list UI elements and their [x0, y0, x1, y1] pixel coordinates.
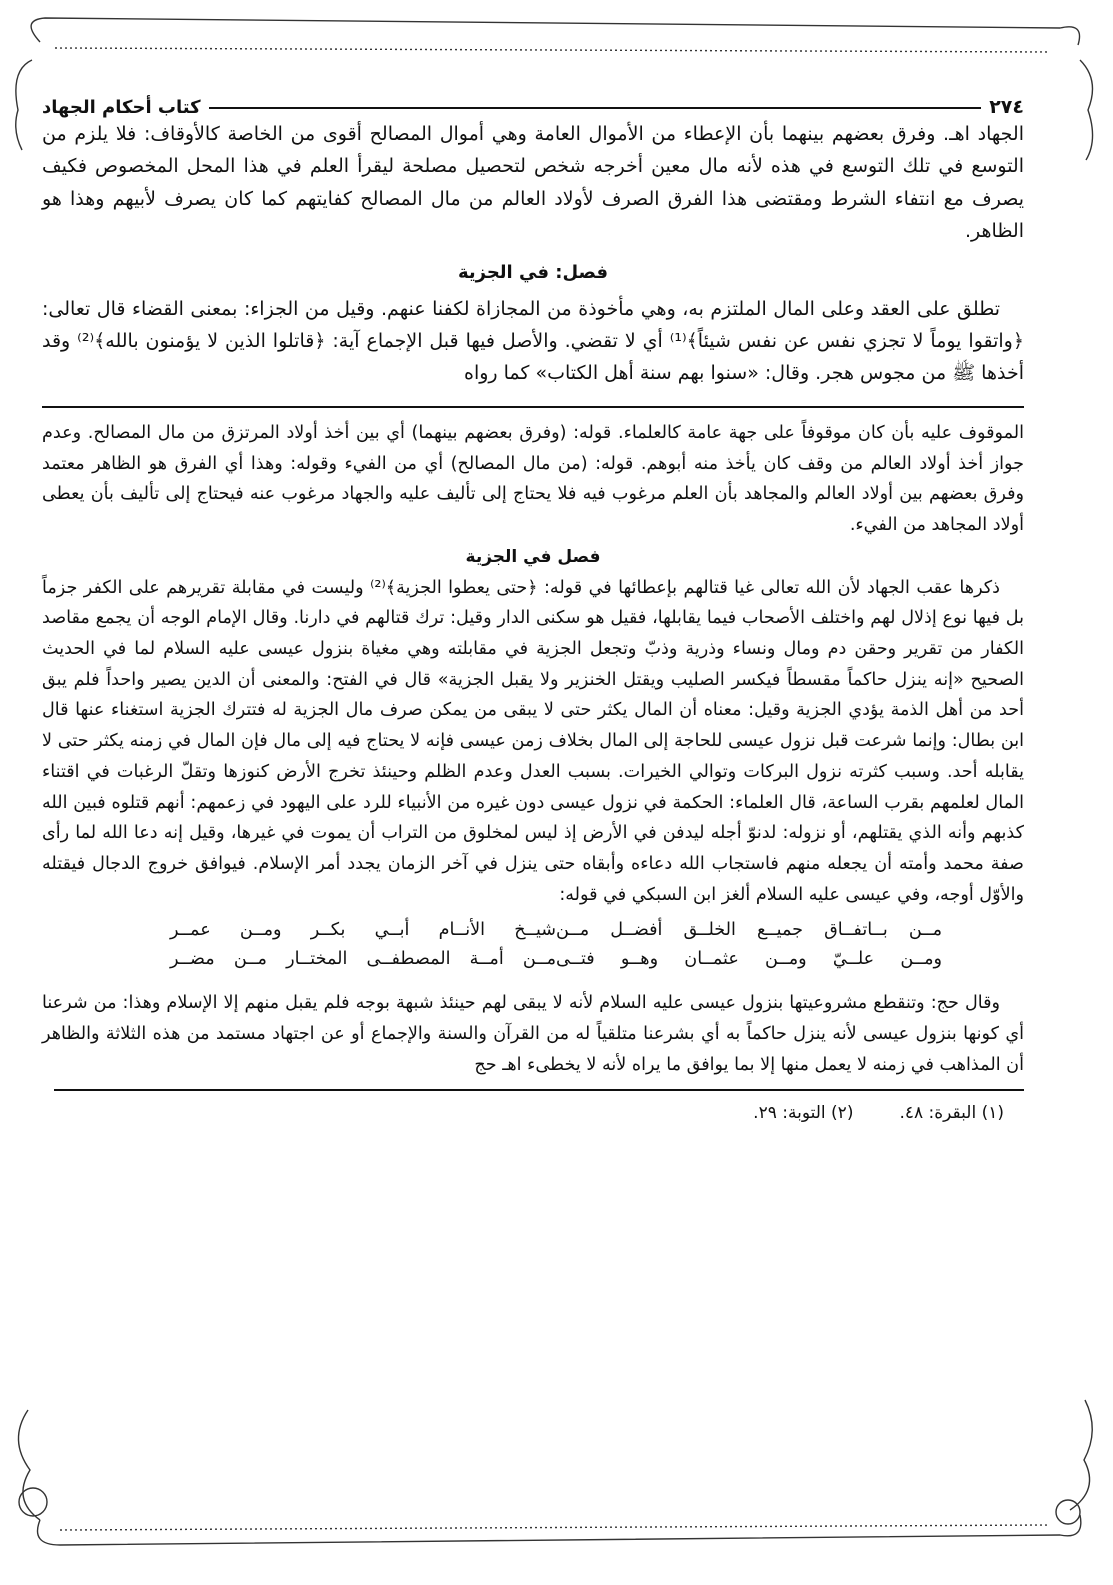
- main-text: [42, 118, 1024, 390]
- hemistich-right: ومــن علــيّ ومــن عثمــان وهــو فتــى: [556, 949, 942, 970]
- footnotes: [42, 1103, 1024, 1123]
- main-paragraph-2: تطلق على العقد وعلى المال الملتزم به، وهي مأخوذة من المجازاة لكفنا عنهم. وقيل من الجزاء: بمعنى القضاء قال تعالى: ﴿واتقوا يوماً لا تجزي نفس عن نفس شيئاً﴾⁽¹⁾ أي لا تقضي. والأصل فيها قبل الإجماع آية: ﴿قاتلوا الذين لا يؤمنون بالله﴾⁽²⁾ وقد أخذها ﷺ من مجوس هجر. وقال: «سنوا بهم سنة أهل الكتاب» كما رواه: [42, 297, 1024, 385]
- hemistich-left: مــن أمــة المصطفــى المختــار مــن مضــر: [170, 949, 556, 970]
- footnote-rule: [54, 1089, 1024, 1091]
- page-header: [42, 88, 1024, 118]
- hemistich-right: مــن بــاتفــاق جميــع الخلــق أفضــل مــن: [556, 920, 942, 941]
- footnote-2: (٢) التوبة: ٢٩.: [753, 1102, 854, 1123]
- page-content: [42, 88, 1024, 1123]
- poem-verse: [42, 945, 1024, 974]
- main-heading: فصل: في الجزية: [457, 261, 609, 283]
- page-number: ٢٧٤: [989, 96, 1024, 118]
- commentary-heading: فصل في الجزية: [465, 546, 601, 567]
- commentary-paragraph-1: الموقوف عليه بأن كان موقوفاً على جهة عامة كالعلماء. قوله: (وفرق بعضهم بينهما) أي بين أخذ أولاد المرتزق من مال المصالح. وعدم جواز أخذ أولاد العالم من وقف كان يأخذ منه أبوهم. قوله: (من مال المصالح) أي من الفيء وقوله: وهذا أي الفرق هو الظاهر معتمد وفرق بعضهم بين أولاد العالم والمجاهد بأن العلم مرغوب فيه فلا يحتاج إلى تأليف عليه والجهاد مرغوب عنه فيحتاج إلى تأليف بأن يعطى أولاد المجاهد من الفيء.: [42, 422, 1024, 535]
- header-rule: [209, 107, 982, 109]
- hemistich-left: شيــخ الأنــام أبــي بكــر ومــن عمــر: [170, 920, 556, 941]
- commentary-paragraph-3: وقال حج: وتنقطع مشروعيتها بنزول عيسى عليه السلام لأنه لا يبقى لهم حينئذ شبهة بوجه فلم يقبل منهم إلا الإسلام وهذا: من شرعنا أي كونها بنزول عيسى لأنه ينزل حاكماً به أي بشرعنا متلقياً له من القرآن والسنة والإجماع أو عن اجتهاد مستمد من هذه الثلاثة والظاهر أن المذاهب في زمنه لا يعمل منها إلا بما يوافق ما يراه لأنه لا يخطىء اهـ حج: [42, 993, 1024, 1075]
- book-title: كتاب أحكام الجهاد: [42, 97, 201, 118]
- footnote-1: (١) البقرة: ٤٨.: [899, 1102, 1004, 1123]
- text-divider: [42, 406, 1024, 408]
- poem: [42, 916, 1024, 974]
- poem-verse: [42, 916, 1024, 945]
- commentary-paragraph-2: ذكرها عقب الجهاد لأن الله تعالى غيا قتالهم بإعطائها في قوله: ﴿حتى يعطوا الجزية﴾⁽²⁾ وليست في مقابلة تقريرهم على الكفر جزماً بل فيها نوع إذلال لهم واختلف الأصحاب فيما يقابلها، فقيل هو سكنى الدار وقيل: ترك قتالهم في دارنا. وقال الإمام الوجه أن يجمع مقاصد الكفار من تقرير وحقن دم ومال ونساء وذرية وذبّ وتجعل الجزية في مقابلته وهي مغياة بنزول عيسى عليه السلام لما في الحديث الصحيح «إنه ينزل حاكماً مقسطاً فيكسر الصليب ويقتل الخنزير ولا يقبل الجزية» قال في الفتح: والمعنى أن الدين يصير واحداً فلم يبق أحد من أهل الذمة يؤدي الجزية وقيل: معناه أن المال يكثر حتى لا يبقى من يمكن صرف مال الجزية له فتترك الجزية استغناء عنها قال ابن بطال: وإنما شرعت قبل نزول عيسى للحاجة إلى المال بخلاف زمن عيسى فإنه لا يحتاج فيه إلى مال فإن المال في زمنه يكثر حتى لا يقابله أحد. وسبب كثرته نزول البركات وتوالي الخيرات. بسبب العدل وعدم الظلم وحينئذ تخرج الأرض كنوزها وتقلّ الرغبات في اقتناء المال لعلمهم بقرب الساعة، قال العلماء: الحكمة في نزول عيسى دون غيره من الأنبياء للرد على اليهود في زعمهم: أنهم قتلوه فبين الله كذبهم وأنه الذي يقتلهم، أو نزوله: لدنوّ أجله ليدفن في الأرض إذ ليس لمخلوق من التراب أن يموت في غيرها، وقيل إنه دعا الله لما رأى صفة محمد وأمته أن يجعله منهم فاستجاب الله دعاءه وأبقاه حتى ينزل في آخر الزمان يجدد أمر الإسلام. فيوافق خروج الدجال فيقتله والأوّل أوجه، وفي عيسى عليه السلام ألغز ابن السبكي في قوله:: [42, 577, 1024, 905]
- commentary-text: [42, 418, 1024, 1081]
- main-paragraph-1: الجهاد اهـ. وفرق بعضهم بينهما بأن الإعطاء من الأموال العامة وهي أموال المصالح أقوى من الخاصة كالأوقاف: فلا يلزم من التوسع في تلك التوسع في هذه لأنه مال معين أخرجه شخص لتحصيل مصلحة ليقرأ العلم في هذا المحل المخصوص فكيف يصرف مع انتفاء الشرط ومقتضى هذا الفرق الصرف لأولاد العالم من مال المصالح كفايتهم كما كان يصرف لأبيهم وهذا هو الظاهر.: [42, 123, 1024, 243]
